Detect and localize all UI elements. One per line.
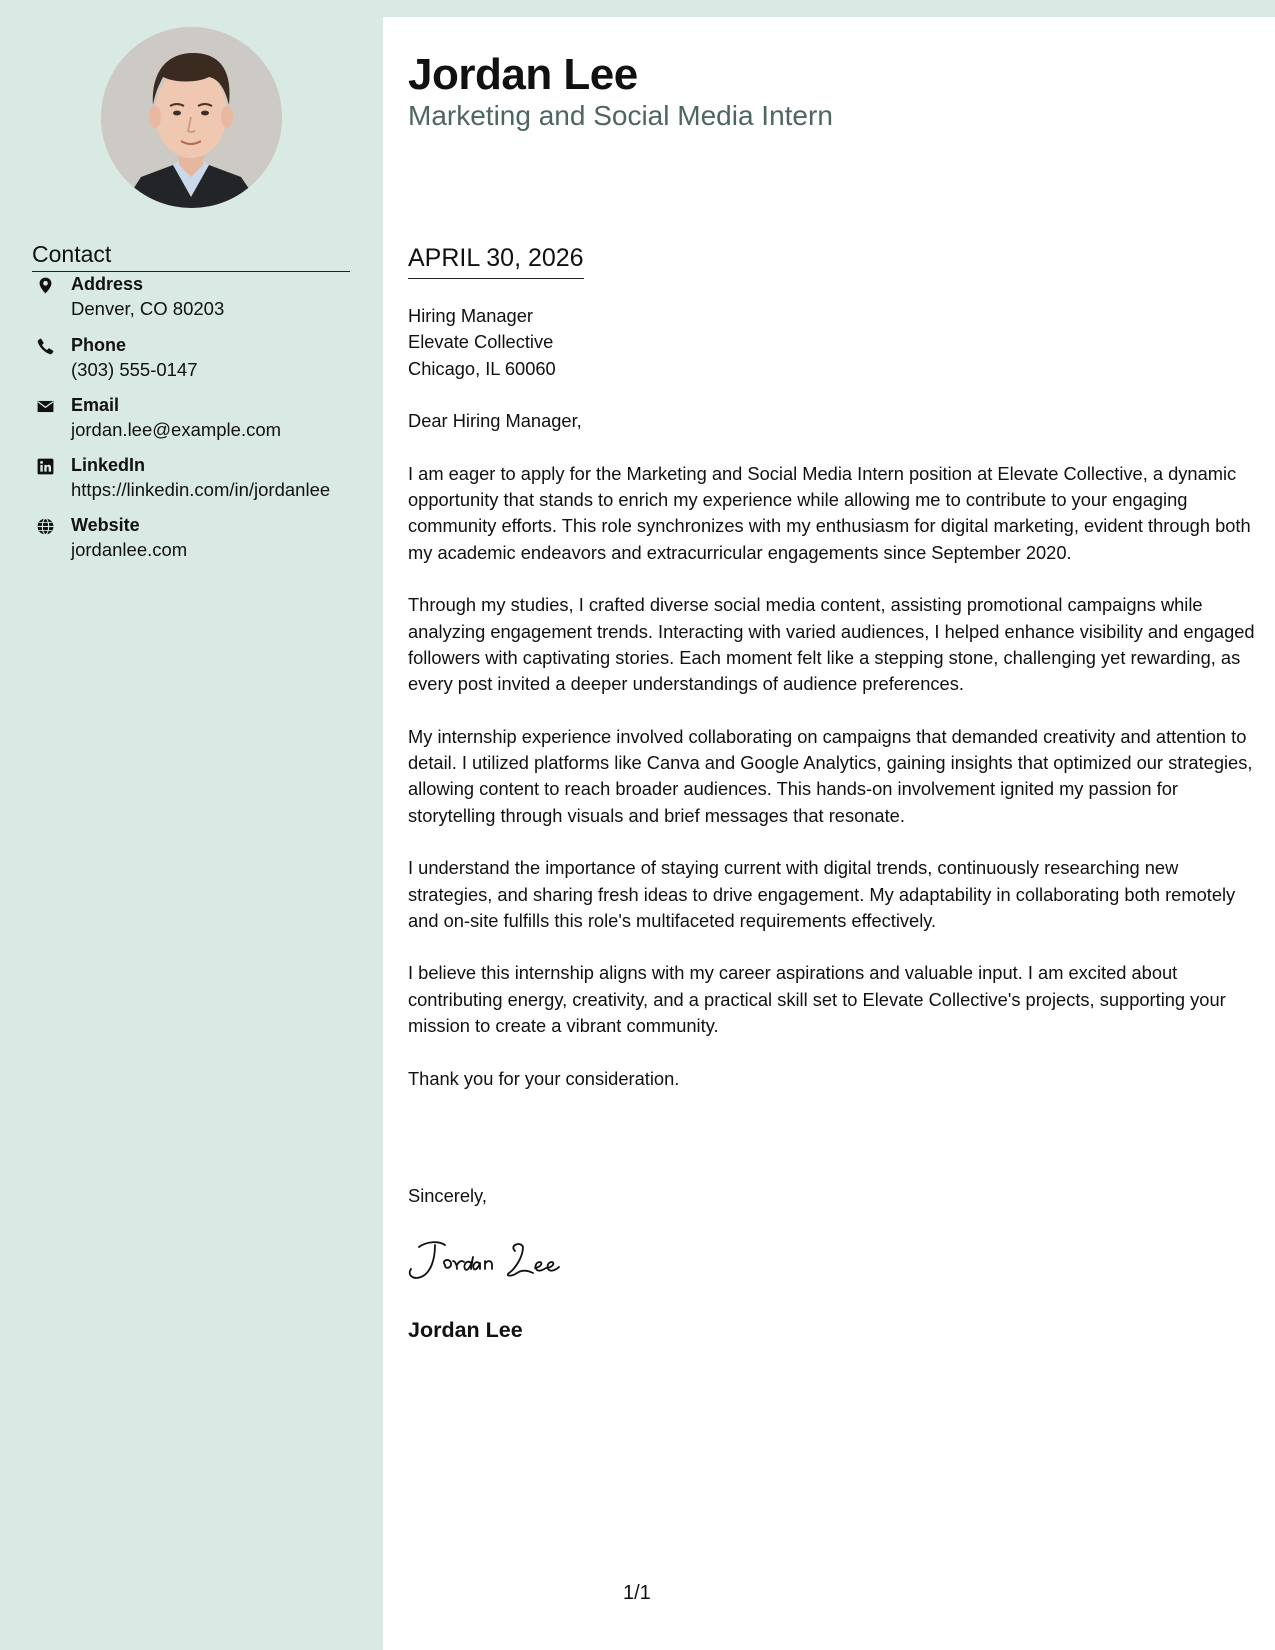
contact-label: LinkedIn (71, 455, 146, 475)
letter-date: APRIL 30, 2026 (408, 243, 584, 279)
contact-heading: Contact (32, 241, 350, 272)
contact-label: Website (71, 515, 140, 535)
website-value[interactable]: jordanlee.com (71, 539, 188, 560)
recipient-line: Hiring Manager (408, 305, 533, 326)
contact-item-address (32, 272, 372, 324)
applicant-role: Marketing and Social Media Intern (408, 100, 833, 131)
location-pin-icon (36, 276, 55, 295)
letter-body (408, 303, 1258, 1118)
body-paragraph: Through my studies, I crafted diverse social media content, assisting promotional campaigns while analyzing engagement trends. Interacting with varied audiences, I helped enhance visibility and engaged followers with captivating stories. Each moment felt like a stepping stone, challenging yet rewarding, as every post invited a deeper understandings of audience preferences. (408, 594, 1255, 695)
contact-item-website (32, 513, 372, 565)
applicant-name: Jordan Lee (408, 50, 638, 99)
body-paragraph: I am eager to apply for the Marketing and Social Media Intern position at Elevate Collective, a dynamic opportunity that stands to enrich my experience while allowing me to contribute to your engaging community efforts. This role synchronizes with my enthusiasm for digital marketing, evident through both my academic endeavors and extracurricular engagements since September 2020. (408, 462, 1251, 563)
contact-item-phone (32, 333, 372, 385)
page-number: 1/1 (623, 1582, 651, 1604)
closing: Sincerely, (408, 1185, 487, 1206)
recipient-block (408, 303, 1258, 382)
contact-item-linkedin (32, 453, 372, 505)
body-paragraph: I believe this internship aligns with my career aspirations and valuable input. I am excited about contributing energy, creativity, and a practical skill set to Elevate Collective's projects, supporting your mission to create a vibrant community. (408, 962, 1226, 1037)
salutation: Dear Hiring Manager, (408, 410, 582, 432)
envelope-icon (36, 397, 55, 416)
contact-label: Address (71, 274, 144, 294)
contact-label: Phone (71, 335, 127, 355)
phone-icon (36, 337, 55, 356)
letter-panel (383, 17, 1275, 1650)
signer-name: Jordan Lee (408, 1318, 523, 1342)
recipient-line: Elevate Collective (408, 331, 554, 353)
globe-icon (36, 517, 55, 536)
email-value[interactable]: jordan.lee@example.com (71, 419, 282, 440)
profile-photo (101, 27, 282, 208)
handwritten-signature (405, 1235, 585, 1285)
body-paragraph: My internship experience involved collaborating on campaigns that demanded creativity and attention to detail. I utilized platforms like Canva and Google Analytics, gaining insights that optimized our strategies, allowing content to reach broader audiences. This hands-on involvement ignited my passion for storytelling through visuals and brief messages that resonate. (408, 725, 1253, 826)
linkedin-icon (36, 457, 55, 476)
body-paragraph: I understand the importance of staying current with digital trends, continuously researching new strategies, and sharing fresh ideas to drive engagement. My adaptability in collaborating both remotely and on-site fulfills this role's multifaceted requirements effectively. (408, 857, 1236, 931)
body-paragraph: Thank you for your consideration. (408, 1067, 680, 1089)
contact-item-email (32, 393, 372, 445)
sidebar (0, 0, 383, 1650)
recipient-line: Chicago, IL 60060 (408, 357, 556, 379)
contact-label: Email (71, 395, 120, 415)
address-value: Denver, CO 80203 (71, 298, 225, 319)
linkedin-value[interactable]: https://linkedin.com/in/jordanlee (71, 479, 331, 500)
phone-value: (303) 555-0147 (71, 359, 198, 380)
